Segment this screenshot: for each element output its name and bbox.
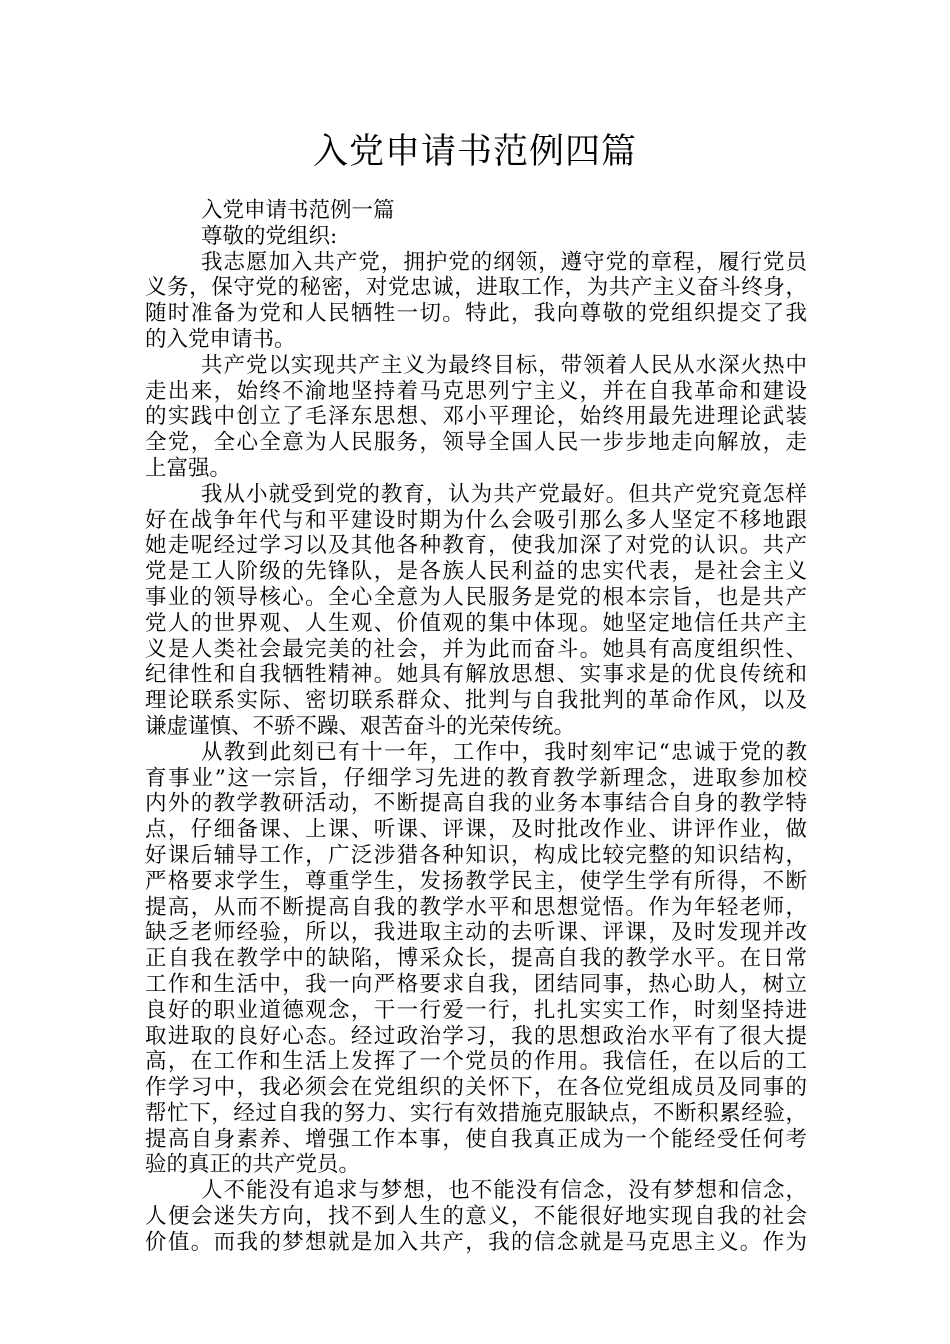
text-line: 良好的职业道德观念，干一行爱一行，扎扎实实工作，时刻坚持进: [145, 997, 807, 1023]
text-line: 党人的世界观、人生观、价值观的集中体现。她坚定地信任共产主: [145, 610, 807, 636]
text-line: 我从小就受到党的教育，认为共产党最好。但共产党究竟怎样: [201, 481, 807, 507]
text-line: 好在战争年代与和平建设时期为什么会吸引那么多人坚定不移地跟: [145, 507, 807, 533]
text-line: 全党，全心全意为人民服务，领导全国人民一步步地走向解放，走: [145, 430, 807, 456]
text-line: 的入党申请书。: [145, 326, 296, 352]
text-line: 义是人类社会最完美的社会，并为此而奋斗。她具有高度组织性、: [145, 636, 807, 662]
text-line: 她走呢经过学习以及其他各种教育，使我加深了对党的认识。共产: [145, 533, 807, 559]
document-body: [145, 198, 807, 1256]
text-line: 尊敬的党组织:: [201, 223, 338, 249]
document-title: 入党申请书范例四篇: [312, 132, 637, 172]
text-line: 人便会迷失方向，找不到人生的意义，不能很好地实现自我的社会: [145, 1204, 807, 1230]
text-line: 好课后辅导工作，广泛涉猎各种知识，构成比较完整的知识结构，: [145, 842, 807, 868]
text-line: 谦虚谨慎、不骄不躁、艰苦奋斗的光荣传统。: [145, 713, 576, 739]
text-line: 人不能没有追求与梦想，也不能没有信念，没有梦想和信念，: [201, 1178, 807, 1204]
text-line: 取进取的良好心态。经过政治学习，我的思想政治水平有了很大提: [145, 1023, 807, 1049]
text-line: 从教到此刻已有十一年，工作中，我时刻牢记“忠诚于党的教: [201, 739, 807, 765]
text-line: 内外的教学教研活动，不断提高自我的业务本事结合自身的教学特: [145, 791, 807, 817]
text-line: 帮忙下，经过自我的努力、实行有效措施克服缺点，不断积累经验，: [145, 1100, 807, 1126]
text-line: 作学习中，我必须会在党组织的关怀下，在各位党组成员及同事的: [145, 1075, 807, 1101]
text-line: 严格要求学生，尊重学生，发扬教学民主，使学生学有所得，不断: [145, 868, 807, 894]
text-line: 正自我在教学中的缺陷，博采众长，提高自我的教学水平。在日常: [145, 946, 807, 972]
text-line: 高，在工作和生活上发挥了一个党员的作用。我信任，在以后的工: [145, 1049, 807, 1075]
text-line: 提高，从而不断提高自我的教学水平和思想觉悟。作为年轻老师，: [145, 894, 807, 920]
text-line: 验的真正的共产党员。: [145, 1152, 361, 1178]
text-line: 共产党以实现共产主义为最终目标，带领着人民从水深火热中: [201, 352, 807, 378]
text-line: 理论联系实际、密切联系群众、批判与自我批判的革命作风，以及: [145, 688, 807, 714]
text-line: 育事业”这一宗旨，仔细学习先进的教育教学新理念，进取参加校: [145, 765, 807, 791]
text-line: 事业的领导核心。全心全意为人民服务是党的根本宗旨，也是共产: [145, 584, 807, 610]
text-line: 的实践中创立了毛泽东思想、邓小平理论，始终用最先进理论武装: [145, 404, 807, 430]
text-line: 义务，保守党的秘密，对党忠诚，进取工作，为共产主义奋斗终身，: [145, 275, 807, 301]
text-line: 纪律性和自我牺牲精神。她具有解放思想、实事求是的优良传统和: [145, 662, 807, 688]
text-line: 入党申请书范例一篇: [201, 198, 395, 223]
text-line: 价值。而我的梦想就是加入共产，我的信念就是马克思主义。作为: [145, 1229, 807, 1255]
text-line: 党是工人阶级的先锋队，是各族人民利益的忠实代表，是社会主义: [145, 559, 807, 585]
text-line: 点，仔细备课、上课、听课、评课，及时批改作业、讲评作业，做: [145, 817, 807, 843]
text-line: 提高自身素养、增强工作本事，使自我真正成为一个能经受任何考: [145, 1126, 807, 1152]
text-line: 工作和生活中，我一向严格要求自我，团结同事，热心助人，树立: [145, 971, 807, 997]
text-line: 缺乏老师经验，所以，我进取主动的去听课、评课，及时发现并改: [145, 920, 807, 946]
text-line: 我志愿加入共产党，拥护党的纲领，遵守党的章程，履行党员: [201, 249, 807, 275]
text-line: 随时准备为党和人民牺牲一切。特此，我向尊敬的党组织提交了我: [145, 301, 807, 327]
text-line: 走出来，始终不渝地坚持着马克思列宁主义，并在自我革命和建设: [145, 378, 807, 404]
text-line: 上富强。: [145, 455, 232, 481]
